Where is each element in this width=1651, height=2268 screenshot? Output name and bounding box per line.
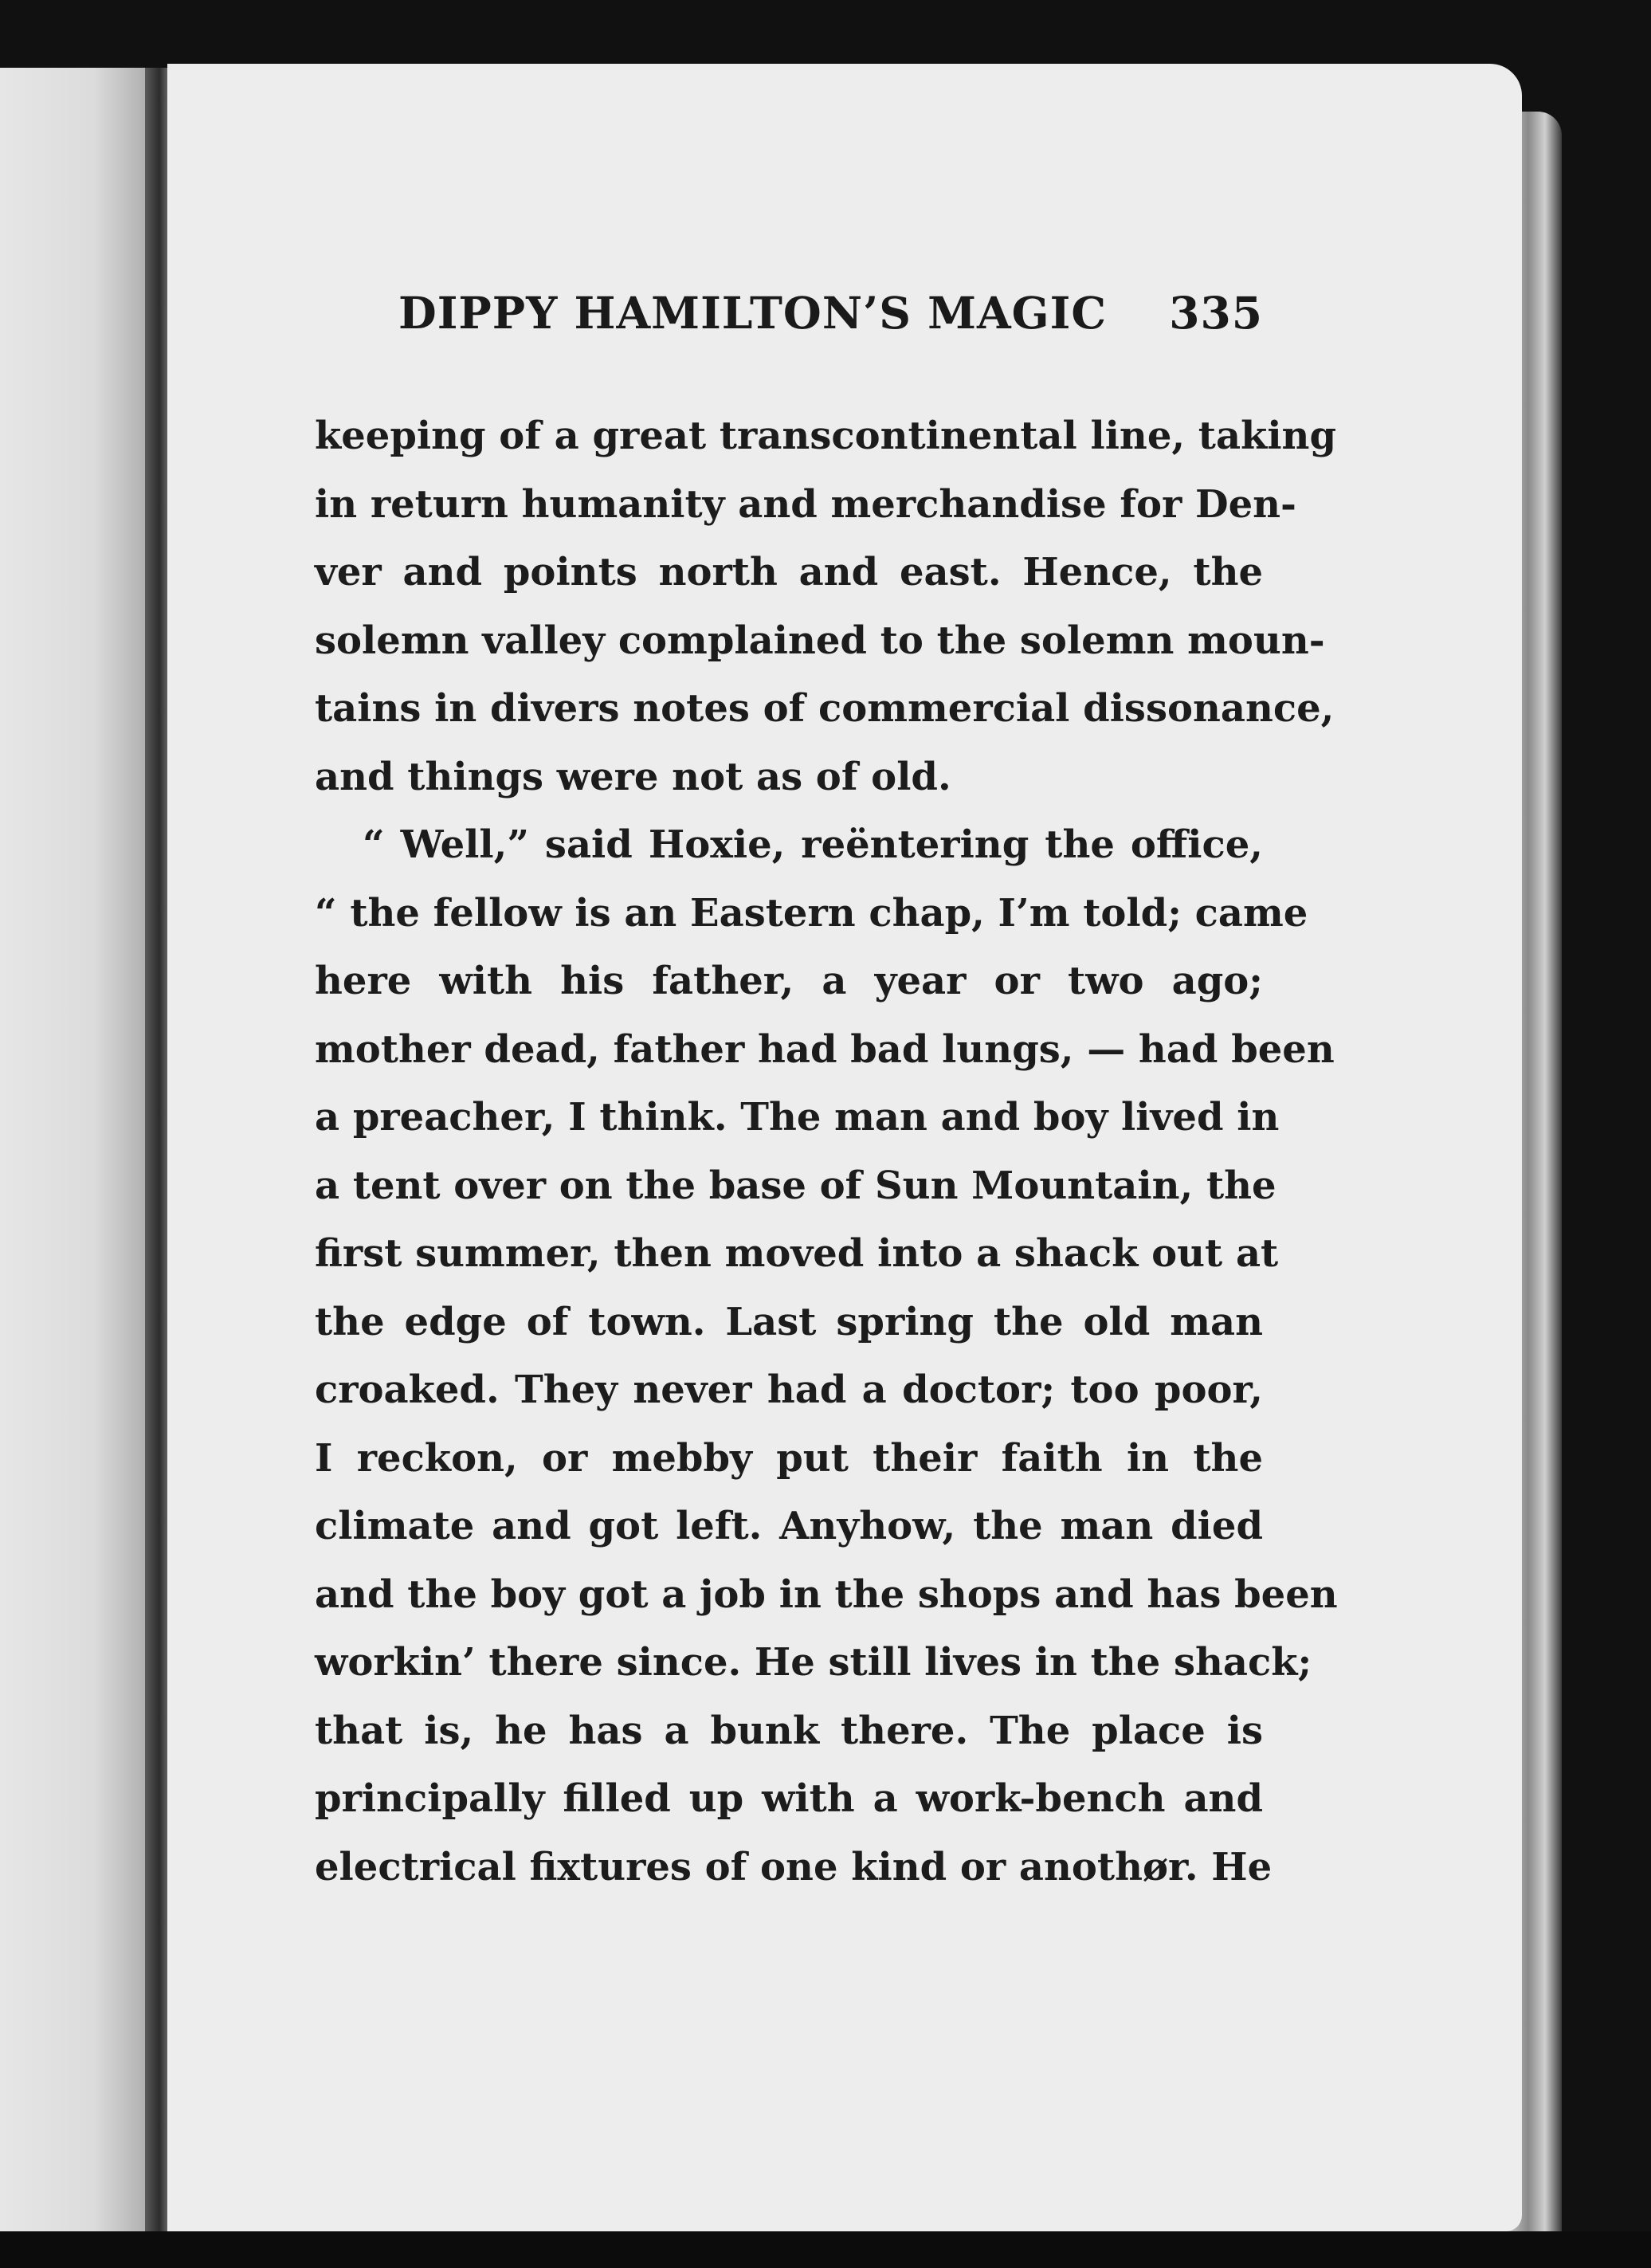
text-line: that is, he has a bunk there. The place is: [315, 1708, 1263, 1753]
text-line: climate and got left. Anyhow, the man died: [315, 1504, 1263, 1548]
page-header: [398, 287, 1263, 359]
text-line: a preacher, I think. The man and boy lived in: [315, 1095, 1280, 1140]
text-line: “ Well,” said Hoxie, reëntering the office,: [363, 822, 1263, 867]
text-line: in return humanity and merchandise for Den-: [315, 481, 1296, 527]
text-line: mother dead, father had bad lungs, — had been: [315, 1026, 1335, 1072]
text-line: principally filled up with a work-bench and: [315, 1776, 1263, 1821]
text-line: workin’ there since. He still lives in the shack;: [315, 1640, 1312, 1685]
text-line: I reckon, or mebby put their faith in the: [315, 1435, 1263, 1481]
text-line: and the boy got a job in the shops and has been: [315, 1572, 1338, 1617]
text-line: the edge of town. Last spring the old man: [315, 1299, 1263, 1344]
text-line: ver and points north and east. Hence, the: [315, 550, 1263, 594]
book-gutter: [145, 68, 169, 2247]
page-number: 335: [1169, 287, 1263, 339]
text-line: a tent over on the base of Sun Mountain, the: [315, 1163, 1276, 1208]
text-line: keeping of a great transcontinental line, taking: [315, 414, 1337, 458]
text-line: and things were not as of old.: [315, 754, 951, 799]
facing-page-edge: [0, 68, 155, 2247]
text-line: solemn valley complained to the solemn moun-: [315, 618, 1325, 663]
running-title: DIPPY HAMILTON’S MAGIC: [398, 287, 1108, 339]
text-line: electrical fixtures of one kind or anothør. He: [315, 1844, 1273, 1889]
text-line: “ the fellow is an Eastern chap, I’m told; came: [315, 890, 1308, 936]
body-text: [315, 402, 1338, 1901]
text-line: first summer, then moved into a shack out at: [315, 1231, 1279, 1276]
text-line: here with his father, a year or two ago;: [315, 959, 1263, 1003]
scan-border: [0, 2231, 1651, 2268]
text-line: croaked. They never had a doctor; too poor,: [315, 1367, 1263, 1412]
text-line: tains in divers notes of commercial dissonance,: [315, 686, 1335, 731]
